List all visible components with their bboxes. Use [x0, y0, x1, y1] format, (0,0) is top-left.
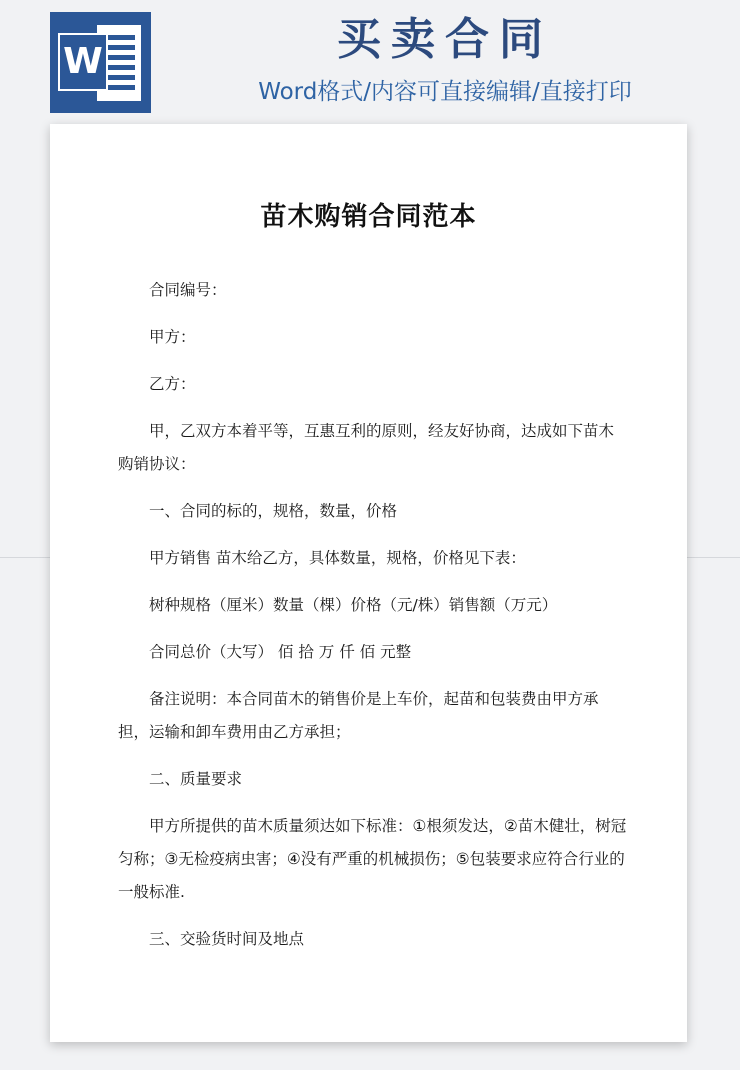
contract-number-line: 合同编号： [149, 281, 227, 299]
logo-line [105, 35, 135, 40]
document-body [118, 274, 629, 970]
total-price-line: 合同总价（大写） 佰 拾 万 仟 佰 元整 [149, 643, 412, 661]
quality-paragraph: 甲方所提供的苗木质量须达如下标准：①根须发达，②苗木健壮，树冠匀称；③无检疫病虫害；④没有严重的机械损伤；⑤包装要求应符合行业的一般标准. [118, 817, 627, 901]
party-a-line: 甲方： [149, 328, 196, 346]
party-b-line: 乙方： [149, 375, 196, 393]
logo-line [105, 75, 135, 80]
logo-letter: W [58, 33, 108, 91]
document-page [50, 124, 687, 1042]
section-heading-quality: 二、质量要求 [149, 770, 243, 788]
section-heading-subject: 一、合同的标的，规格，数量，价格 [149, 502, 398, 520]
preamble-paragraph: 甲，乙双方本着平等，互惠互利的原则，经友好协商，达成如下苗木购销协议： [118, 422, 615, 473]
logo-line [105, 45, 135, 50]
document-title: 苗木购销合同范本 [260, 202, 477, 232]
banner [0, 0, 740, 120]
section-heading-delivery: 三、交验货时间及地点 [149, 930, 305, 948]
word-logo-icon [50, 12, 151, 113]
table-header-line: 树种规格（厘米）数量（棵）价格（元/株）销售额（万元） [149, 596, 558, 614]
remarks-paragraph: 备注说明：本合同苗木的销售价是上车价，起苗和包装费由甲方承担，运输和卸车费用由乙方承担； [118, 690, 599, 741]
banner-title: 买卖合同 [337, 14, 553, 65]
sale-paragraph: 甲方销售 苗木给乙方，具体数量，规格，价格见下表： [149, 549, 526, 567]
banner-subtitle: Word格式/内容可直接编辑/直接打印 [258, 79, 632, 105]
logo-line [105, 55, 135, 60]
logo-line [105, 85, 135, 90]
logo-line [105, 65, 135, 70]
